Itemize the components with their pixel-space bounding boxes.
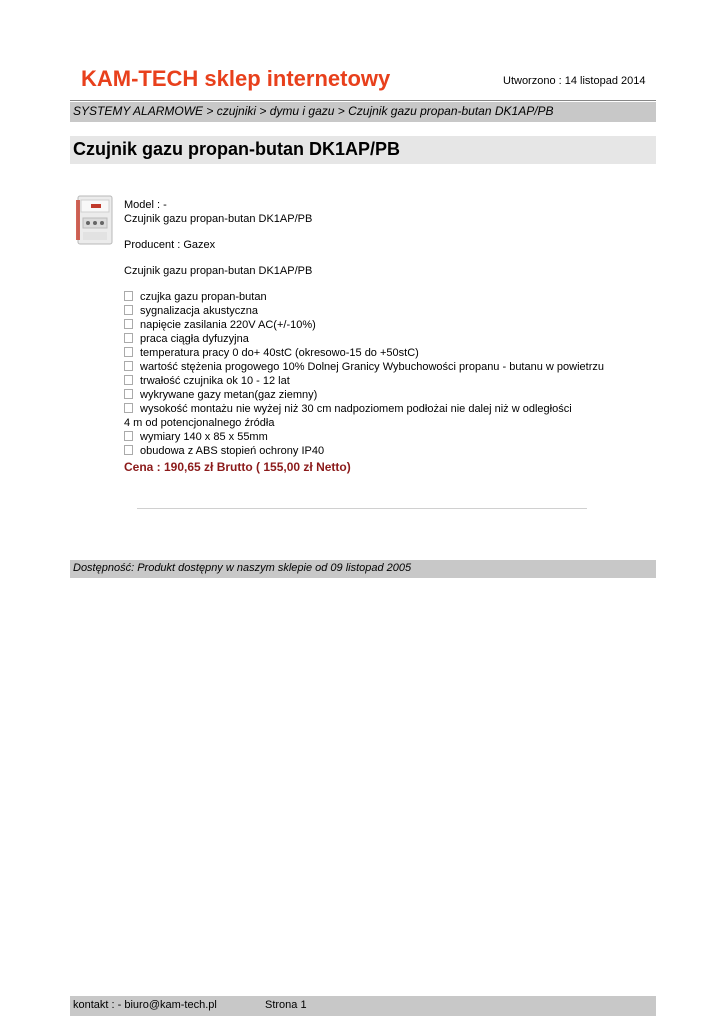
header-divider: [70, 100, 656, 101]
footer-contact[interactable]: kontakt : - biuro@kam-tech.pl: [73, 999, 217, 1011]
bullet-box-icon: [124, 375, 133, 385]
feature-item: czujka gazu propan-butan: [124, 290, 624, 304]
feature-item: trwałość czujnika ok 10 - 12 lat: [124, 374, 624, 388]
producer: Producent : Gazex: [124, 239, 216, 251]
content-divider: [137, 508, 587, 509]
product-details: [124, 198, 624, 474]
product-image[interactable]: [72, 194, 118, 246]
bullet-box-icon: [124, 291, 133, 301]
bullet-box-icon: [124, 445, 133, 455]
model-label: Model : -: [124, 199, 167, 211]
availability-note: Dostępność: Produkt dostępny w naszym sklepie od 09 listopad 2005: [70, 560, 656, 578]
bullet-box-icon: [124, 361, 133, 371]
gas-detector-thumbnail: [72, 194, 118, 246]
feature-list: [124, 290, 624, 458]
feature-item: wysokość montażu nie wyżej niż 30 cm nadpoziomem podłożai nie dalej niż w odległości: [124, 402, 624, 416]
product-title: Czujnik gazu propan-butan DK1AP/PB: [70, 136, 656, 164]
bullet-box-icon: [124, 319, 133, 329]
bullet-box-icon: [124, 333, 133, 343]
page-number: Strona 1: [265, 999, 307, 1011]
product-price: Cena : 190,65 zł Brutto ( 155,00 zł Netto): [124, 460, 351, 474]
bullet-box-icon: [124, 305, 133, 315]
site-title: KAM-TECH sklep internetowy: [81, 66, 391, 91]
feature-item: sygnalizacja akustyczna: [124, 304, 624, 318]
feature-item: napięcie zasilania 220V AC(+/-10%): [124, 318, 624, 332]
footer: [70, 996, 656, 1016]
feature-item: wykrywane gazy metan(gaz ziemny): [124, 388, 624, 402]
feature-item: praca ciągła dyfuzyjna: [124, 332, 624, 346]
feature-item: wartość stężenia progowego 10% Dolnej Granicy Wybuchowości propanu - butanu w powietrzu: [124, 360, 624, 374]
created-date: Utworzono : 14 listopad 2014: [503, 75, 646, 87]
breadcrumb[interactable]: SYSTEMY ALARMOWE > czujniki > dymu i gazu > Czujnik gazu propan-butan DK1AP/PB: [70, 102, 656, 122]
feature-item: obudowa z ABS stopień ochrony IP40: [124, 444, 624, 458]
bullet-box-icon: [124, 431, 133, 441]
bullet-box-icon: [124, 389, 133, 399]
feature-item: temperatura pracy 0 do+ 40stC (okresowo-15 do +50stC): [124, 346, 624, 360]
model-name: Czujnik gazu propan-butan DK1AP/PB: [124, 213, 313, 225]
feature-continuation: 4 m od potencjonalnego źródła: [124, 417, 275, 429]
bullet-box-icon: [124, 347, 133, 357]
product-description: Czujnik gazu propan-butan DK1AP/PB: [124, 265, 313, 277]
bullet-box-icon: [124, 403, 133, 413]
feature-item: wymiary 140 x 85 x 55mm: [124, 430, 624, 444]
